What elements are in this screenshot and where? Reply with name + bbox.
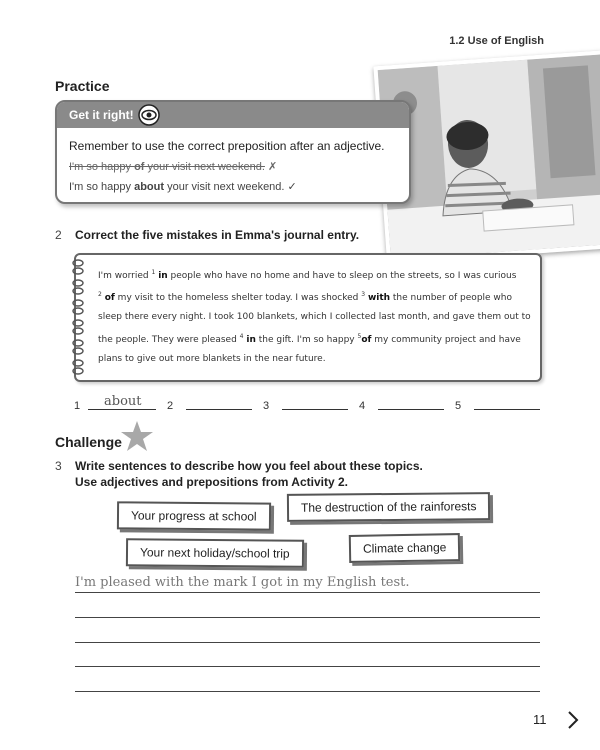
writing-line-5[interactable] (75, 691, 540, 692)
writing-line-2[interactable] (75, 617, 540, 618)
get-it-right-box (55, 100, 411, 204)
answer-line-5[interactable] (474, 409, 540, 410)
example-sentence: I'm pleased with the mark I got in my English test. (75, 575, 410, 590)
correct-example: I'm so happy about your visit next weekend. ✓ (69, 181, 297, 193)
answer-line-3[interactable] (282, 409, 348, 410)
get-it-right-rule: Remember to use the correct preposition after an adjective. (69, 139, 385, 153)
topic-holiday-trip: Your next holiday/school trip (126, 538, 304, 568)
get-it-right-title: Get it right! (69, 108, 134, 122)
answer-number-5: 5 (455, 400, 462, 412)
activity-2-instruction: Correct the five mistakes in Emma's journal entry. (75, 228, 360, 242)
spiral-binding-icon (70, 257, 88, 377)
page-number: 11 (533, 712, 547, 727)
answer-line-4[interactable] (378, 409, 444, 410)
journal-line-1: I'm worried $^1$ in people who have no home and have to sleep on the streets, so I was curious (98, 269, 517, 281)
answer-line-2[interactable] (186, 409, 252, 410)
check-icon: ✓ (287, 181, 297, 193)
writing-line-1[interactable] (75, 592, 540, 593)
challenge-heading: Challenge (55, 434, 122, 450)
journal-line-4: the people. They were pleased $^4$ in the gift. I'm so happy $^5$of my community project and have (98, 333, 521, 345)
answer-1-value: about (104, 394, 142, 409)
journal-line-3: sleep there every night. I took 100 blankets, which I collected last month, and gave them out to (98, 312, 531, 322)
cross-icon: ✗ (267, 161, 278, 173)
journal-entry (74, 253, 542, 382)
star-icon (120, 420, 154, 452)
writing-line-3[interactable] (75, 642, 540, 643)
writing-line-4[interactable] (75, 666, 540, 667)
answer-number-3: 3 (263, 400, 270, 412)
topic-climate-change: Climate change (349, 533, 461, 563)
answer-number-2: 2 (167, 400, 174, 412)
activity-3-instruction-2: Use adjectives and prepositions from Activity 2. (75, 475, 348, 489)
journal-line-2: $^2$ of my visit to the homeless shelter today. I was shocked $^3$ with the number of people who (98, 291, 512, 303)
practice-heading: Practice (55, 78, 110, 94)
topic-rainforests: The destruction of the rainforests (287, 492, 491, 522)
activity-2-number: 2 (55, 228, 62, 242)
section-label: 1.2 Use of English (449, 35, 544, 47)
answer-line-1[interactable] (88, 409, 156, 410)
answer-number-1: 1 (74, 400, 81, 412)
eye-icon (137, 104, 161, 126)
answer-number-4: 4 (359, 400, 366, 412)
topic-progress-at-school: Your progress at school (117, 501, 271, 530)
activity-3-number: 3 (55, 459, 62, 473)
incorrect-example: I'm so happy of your visit next weekend. ✗ (69, 161, 278, 173)
journal-line-5: plans to give out more blankets in the near future. (98, 354, 326, 364)
chevron-right-icon[interactable] (566, 710, 580, 730)
activity-3-instruction-1: Write sentences to describe how you feel about these topics. (75, 459, 423, 473)
